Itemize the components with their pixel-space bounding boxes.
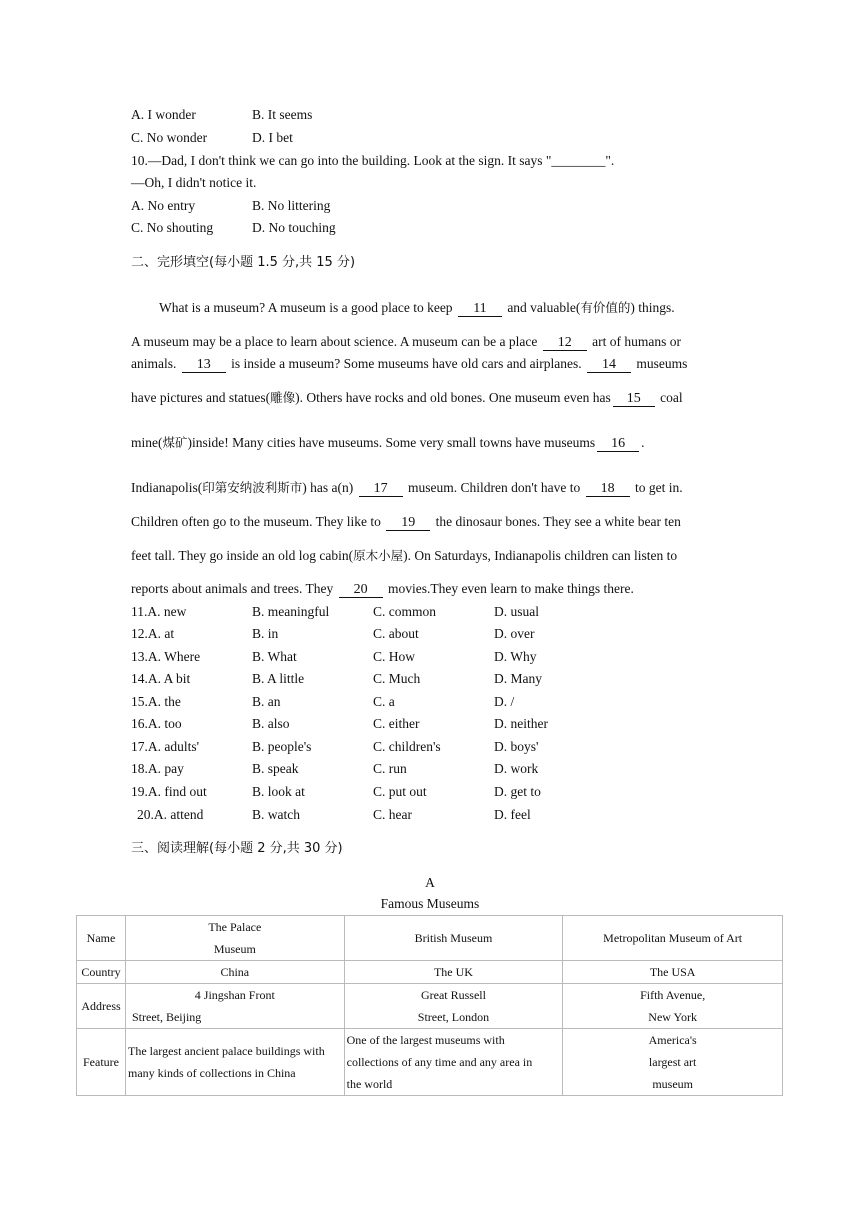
palace-museum-name [125,916,344,961]
q10-stem-end: ". [605,153,615,168]
choice-18-d: D. work [494,761,539,776]
row-label-name: Name [77,916,126,961]
metropolitan-museum-address [563,984,783,1029]
q10-blank: ________ [551,153,606,168]
choice-15-c: C. a [373,694,395,709]
choice-13-a: 13.A. Where [131,649,201,664]
passage-text: ) has a(n) [302,480,354,495]
table-title: Famous Museums [380,896,480,911]
choice-11-c: C. common [373,604,436,619]
choice-14-a: 14.A. A bit [131,671,191,686]
choice-14-d: D. Many [494,671,542,686]
passage-text: feet tall. They go inside an old log cabin( [131,548,354,563]
passage-text: mine( [131,435,163,450]
q9-option-c: C. No wonder [131,130,208,145]
choice-19-b: B. look at [252,784,305,799]
passage-text: art of humans or [592,334,681,349]
row-label-country: Country [77,961,126,984]
blank-20: 20 [339,582,383,598]
blank-18: 18 [586,481,630,497]
cell-line: collections of any time and any area in [346,1055,533,1069]
passage-line-2 [131,333,681,351]
passage-text: reports about animals and trees. They [131,581,334,596]
passage-line-4 [131,389,683,407]
blank-16: 16 [597,436,639,452]
passage-text: ) things. [630,300,675,315]
q9-option-a: A. I wonder [131,107,196,122]
table-row [77,916,783,961]
q9-option-d: D. I bet [252,130,293,145]
table-row [77,961,783,984]
choice-11-b: B. meaningful [252,604,330,619]
blank-12: 12 [543,335,587,351]
passage-text: is inside a museum? Some museums have old cars and airplanes. [231,356,582,371]
cell-line: museum [652,1077,693,1091]
choice-17-d: D. boys' [494,739,539,754]
palace-museum-country: China [125,961,344,984]
passage-cjk-gloss: 煤矿 [162,435,188,450]
section3-heading: 三、阅读理解(每小题 2 分,共 30 分) [131,841,343,856]
choice-17-b: B. people's [252,739,312,754]
choice-19-a: 19.A. find out [131,784,207,799]
cell-line: One of the largest museums with [346,1033,505,1047]
q10-option-a: A. No entry [131,198,196,213]
british-museum-country: The UK [344,961,563,984]
cell-line: The largest ancient palace buildings with [127,1044,325,1058]
choice-20-d: D. feel [494,807,531,822]
blank-17: 17 [359,481,403,497]
choice-12-a: 12.A. at [131,626,175,641]
cell-line: Museum [213,942,256,956]
palace-museum-address [125,984,344,1029]
blank-13: 13 [182,357,226,373]
choice-15-a: 15.A. the [131,694,181,709]
section2-heading: 二、完形填空(每小题 1.5 分,共 15 分) [131,255,356,270]
choice-14-b: B. A little [252,671,305,686]
q10-option-d: D. No touching [252,220,336,235]
q10-option-b: B. No littering [252,198,331,213]
british-museum-address [344,984,563,1029]
blank-19: 19 [386,515,430,531]
choice-15-b: B. an [252,694,281,709]
cell-line: 4 Jingshan Front [194,988,275,1002]
choice-14-c: C. Much [373,671,421,686]
cell-line: Street, Beijing [131,1010,202,1024]
cell-line: Fifth Avenue, [640,988,706,1002]
blank-15: 15 [613,391,655,407]
cell-line: America's [648,1033,697,1047]
table-row [77,1029,783,1096]
choice-17-a: 17.A. adults' [131,739,200,754]
metropolitan-museum-country: The USA [563,961,783,984]
passage-text: ). On Saturdays, Indianapolis children can listen to [403,548,678,563]
passage-text: A museum may be a place to learn about science. A museum can be a place [131,334,538,349]
passage-text: What is a museum? A museum is a good place to keep [159,300,453,315]
passage-cjk-gloss: 有价值的 [580,300,631,315]
passage-text: and valuable( [507,300,581,315]
choice-16-d: D. neither [494,716,548,731]
choice-12-d: D. over [494,626,535,641]
choice-20-a: 20.A. attend [137,807,204,822]
passage-line-1 [159,299,675,317]
q10-stem-start: 10.—Dad, I don't think we can go into the building. Look at the sign. It says " [131,153,552,168]
passage-text: to get in. [635,480,683,495]
passage-line-9 [131,580,634,598]
cell-line: The Palace [208,920,262,934]
passage-cjk-gloss: 雕像 [270,390,296,405]
choice-18-a: 18.A. pay [131,761,184,776]
passage-line-6 [131,479,683,497]
choice-19-d: D. get to [494,784,541,799]
q9-option-b: B. It seems [252,107,313,122]
passage-line-7 [131,513,681,531]
choice-12-c: C. about [373,626,419,641]
passage-line-8 [131,547,677,565]
metropolitan-museum-name: Metropolitan Museum of Art [563,916,783,961]
choice-11-a: 11.A. new [131,604,187,619]
choice-18-c: C. run [373,761,407,776]
passage-text: movies.They even learn to make things there. [387,581,634,596]
british-museum-name: British Museum [344,916,563,961]
choice-16-b: B. also [252,716,290,731]
passage-line-5 [131,434,644,452]
passage-cjk-gloss: 印第安纳波利斯市 [202,480,303,495]
blank-11: 11 [458,301,502,317]
choice-19-c: C. put out [373,784,427,799]
passage-text: museum. Children don't have to [407,480,581,495]
choice-18-b: B. speak [252,761,299,776]
palace-museum-feature [125,1029,344,1096]
choice-15-d: D. / [494,694,515,709]
choice-16-c: C. either [373,716,420,731]
passage-line-3 [131,355,687,373]
british-museum-feature [344,1029,563,1096]
cell-line: largest art [648,1055,697,1069]
passage-text: the dinosaur bones. They see a white bear ten [435,514,681,529]
cell-line: Great Russell [420,988,486,1002]
cell-line: the world [346,1077,393,1091]
choice-20-c: C. hear [373,807,412,822]
choice-13-d: D. Why [494,649,537,664]
cell-line: many kinds of collections in China [127,1066,296,1080]
passage-text: museums [636,356,688,371]
row-label-feature: Feature [77,1029,126,1096]
museum-table [76,915,783,1096]
q10-option-c: C. No shouting [131,220,214,235]
passage-letter: A [425,875,435,890]
passage-text: Indianapolis( [131,480,203,495]
passage-text: . [641,435,645,450]
blank-14: 14 [587,357,631,373]
row-label-address: Address [77,984,126,1029]
passage-cjk-gloss: 原木小屋 [353,548,404,563]
metropolitan-museum-feature [563,1029,783,1096]
q10-reply: —Oh, I didn't notice it. [131,175,257,190]
cell-line: Street, London [417,1010,490,1024]
passage-text: Children often go to the museum. They like to [131,514,381,529]
cell-line: New York [648,1010,697,1024]
passage-text: ). Others have rocks and old bones. One museum even has [295,390,611,405]
passage-text: have pictures and statues( [131,390,271,405]
table-row [77,984,783,1029]
passage-text: )inside! Many cities have museums. Some very small towns have museums [187,435,596,450]
passage-text: coal [660,390,683,405]
choice-12-b: B. in [252,626,279,641]
choice-11-d: D. usual [494,604,539,619]
choice-17-c: C. children's [373,739,441,754]
choice-13-b: B. What [252,649,297,664]
choice-16-a: 16.A. too [131,716,182,731]
q10-stem [131,152,614,170]
passage-text: animals. [131,356,177,371]
choice-13-c: C. How [373,649,416,664]
choice-20-b: B. watch [252,807,300,822]
